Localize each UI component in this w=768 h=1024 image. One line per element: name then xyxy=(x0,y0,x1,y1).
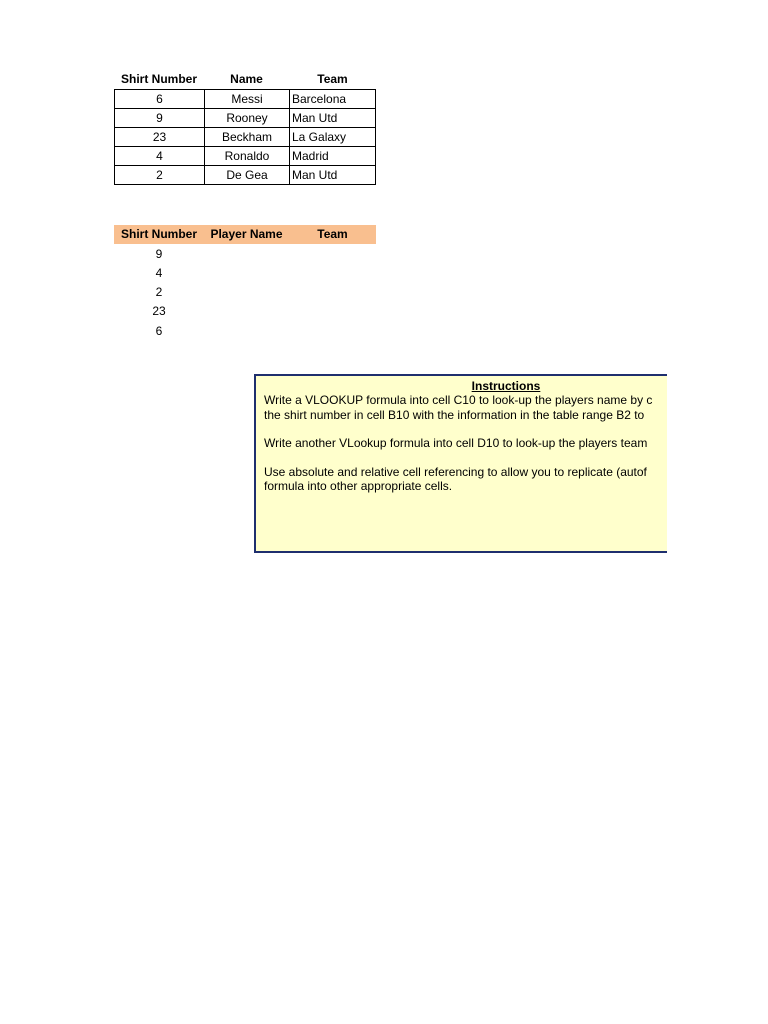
instructions-line: the shirt number in cell B10 with the information in the table range B2 to xyxy=(264,408,645,422)
table1-header-team: Team xyxy=(317,72,348,86)
cell-team[interactable]: Barcelona xyxy=(290,90,376,109)
cell-name[interactable]: Ronaldo xyxy=(205,147,290,166)
cell-shirt-number[interactable]: 6 xyxy=(115,90,205,109)
table-row xyxy=(115,128,376,147)
lookup-cell-shirt-number[interactable]: 6 xyxy=(155,324,163,338)
cell-team[interactable]: Man Utd xyxy=(290,109,376,128)
instructions-line: formula into other appropriate cells. xyxy=(264,479,453,493)
table-row xyxy=(115,90,376,109)
cell-name[interactable]: Rooney xyxy=(205,109,290,128)
cell-team[interactable]: Man Utd xyxy=(290,166,376,185)
cell-team[interactable]: Madrid xyxy=(290,147,376,166)
cell-name[interactable]: Messi xyxy=(205,90,290,109)
lookup-cell-shirt-number[interactable]: 4 xyxy=(155,266,163,280)
cell-name[interactable]: De Gea xyxy=(205,166,290,185)
lookup-header-team: Team xyxy=(317,227,348,241)
cell-shirt-number[interactable]: 23 xyxy=(115,128,205,147)
lookup-header-player-name: Player Name xyxy=(210,227,283,241)
lookup-header-shirt-number: Shirt Number xyxy=(120,227,197,241)
table1-header-shirt-number: Shirt Number xyxy=(120,72,197,86)
cell-name[interactable]: Beckham xyxy=(205,128,290,147)
cell-team[interactable]: La Galaxy xyxy=(290,128,376,147)
cell-shirt-number[interactable]: 2 xyxy=(115,166,205,185)
table1-header-name: Name xyxy=(230,72,263,86)
table-row xyxy=(115,166,376,185)
lookup-cell-shirt-number[interactable]: 2 xyxy=(155,285,163,299)
instructions-title: Instructions xyxy=(471,379,541,393)
lookup-table-header-row xyxy=(114,225,376,244)
lookup-cell-shirt-number[interactable]: 23 xyxy=(152,304,166,318)
cell-shirt-number[interactable]: 9 xyxy=(115,109,205,128)
cell-shirt-number[interactable]: 4 xyxy=(115,147,205,166)
table-row xyxy=(115,147,376,166)
instructions-box-viewport xyxy=(254,374,667,553)
players-table xyxy=(114,89,376,185)
table1-header-row xyxy=(114,70,376,89)
lookup-cell-shirt-number[interactable]: 9 xyxy=(155,247,163,261)
instructions-line: Write another VLookup formula into cell D10 to look-up the players team xyxy=(264,436,648,450)
instructions-line: Write a VLOOKUP formula into cell C10 to look-up the players name by c xyxy=(264,393,653,407)
table-row xyxy=(115,109,376,128)
instructions-box[interactable] xyxy=(254,374,667,553)
instructions-line: Use absolute and relative cell referencing to allow you to replicate (autof xyxy=(264,465,647,479)
